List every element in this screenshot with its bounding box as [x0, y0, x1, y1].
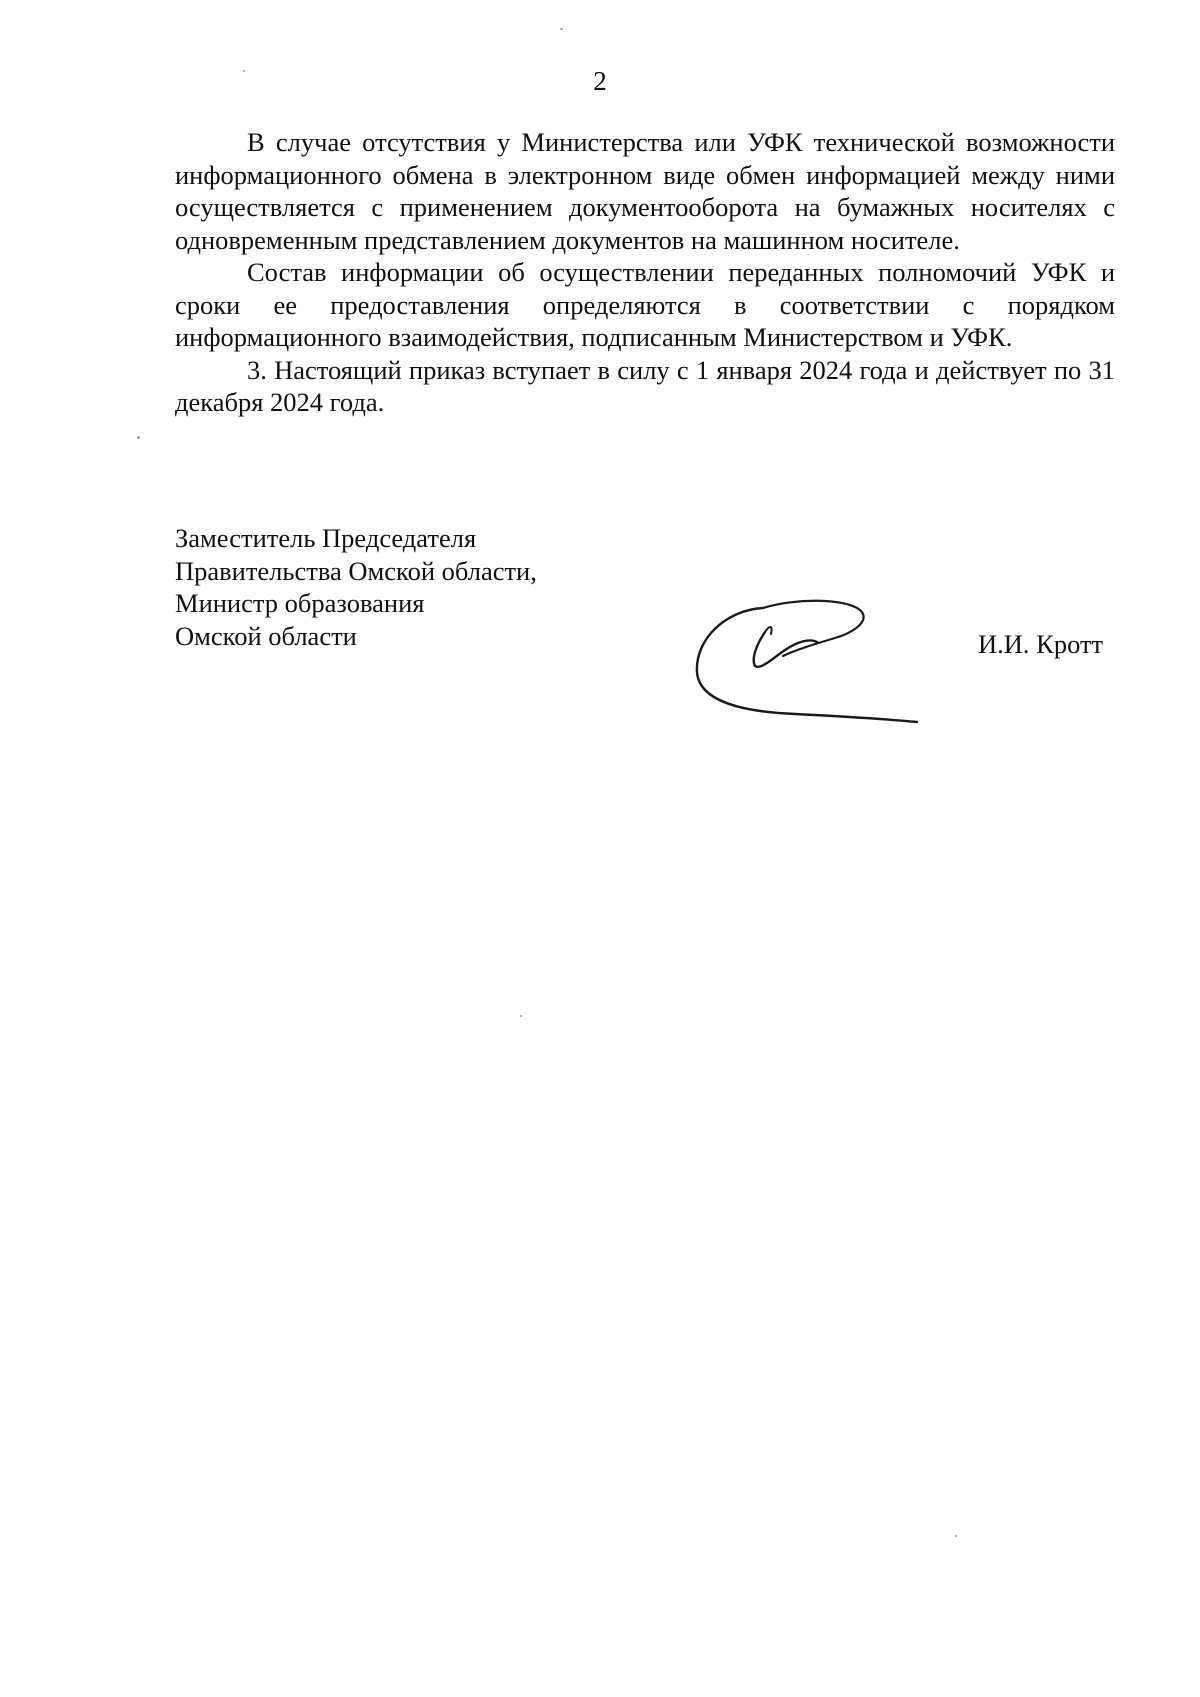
page-number: 2 [593, 66, 607, 96]
position-line: Правительства Омской области, [175, 555, 537, 586]
position-line: Омской области [175, 620, 357, 651]
position-line: Министр образования [175, 588, 425, 618]
signatory-position [175, 522, 595, 652]
signer-name: И.И. Кротт [978, 629, 1104, 659]
paragraph-information-exchange: В случае отсутствия у Министерства или УФК технической возможности информационного обмена в электронном виде обмен информацией между ними осуществляется с применением документооборота на бумажных носителях с одновременным представлением документов на машинном носителе. [175, 127, 1115, 255]
paragraph-effective-date: 3. Настоящий приказ вступает в силу с 1 января 2024 года и действует по 31 декабря 2024 года. [175, 354, 1115, 417]
document-body [175, 126, 1115, 419]
scan-speck [560, 28, 563, 30]
scan-speck [955, 1535, 957, 1537]
paragraph-information-composition: Состав информации об осуществлении переданных полномочий УФК и сроки ее предоставления определяются в соответствии с порядком информационного взаимодействия, подписанным Министерством и УФК. [175, 257, 1115, 352]
scan-speck [137, 436, 140, 439]
scan-speck [243, 70, 245, 72]
position-line: Заместитель Председателя [175, 523, 477, 553]
scan-speck [520, 1015, 522, 1017]
handwritten-signature-icon [685, 580, 935, 730]
